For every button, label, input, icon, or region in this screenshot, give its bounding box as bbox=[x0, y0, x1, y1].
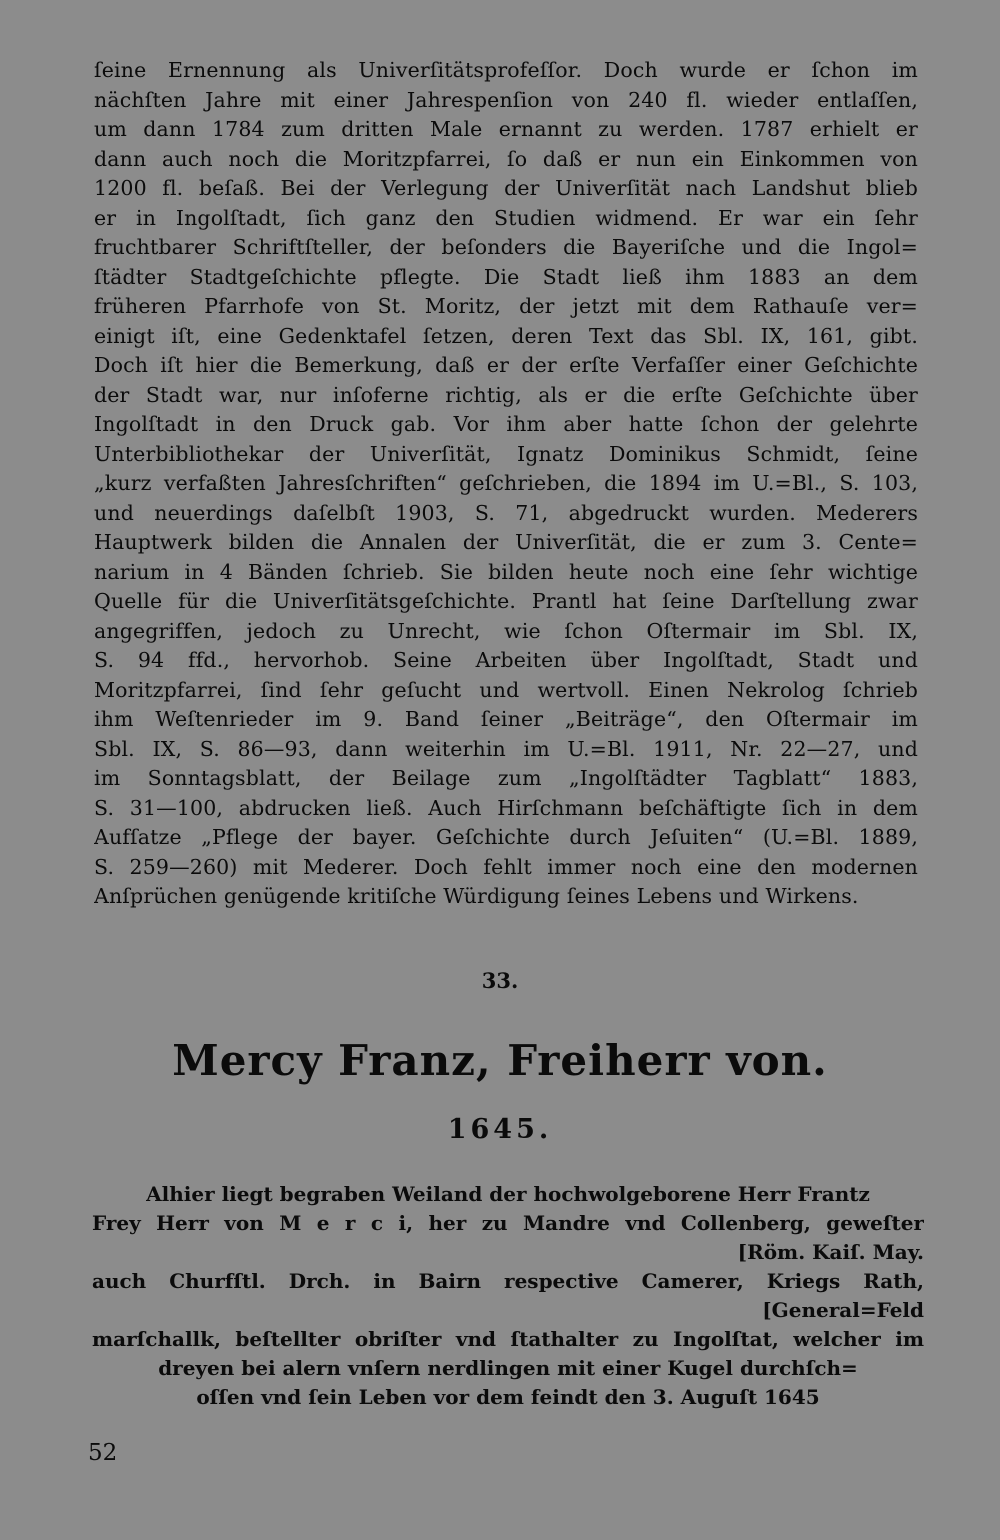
text-line: Aufſatze „Pflege der bayer. Geſchichte durch Jeſuiten“ (U.=Bl. 1889, bbox=[94, 825, 918, 849]
inscription-line: oſſen vnd ſein Leben vor dem feindt den 3. Auguſt 1645 bbox=[196, 1385, 820, 1409]
text-line: S. 94 ffd., hervorhob. Seine Arbeiten über Ingolſtadt, Stadt und bbox=[94, 648, 918, 672]
text-line: nächſten Jahre mit einer Jahrespenſion von 240 fl. wieder entlaſſen, bbox=[94, 87, 918, 112]
text-line: ſtädter Stadtgeſchichte pflegte. Die Stadt ließ ihm 1883 an dem bbox=[94, 264, 918, 289]
text-line: der Stadt war, nur inſoferne richtig, als er die erſte Geſchichte über bbox=[94, 382, 918, 407]
text-line: und neuerdings daſelbſt 1903, S. 71, abgedruckt wurden. Mederers bbox=[94, 500, 918, 525]
inscription-line: [Röm. Kaiſ. May. bbox=[737, 1240, 924, 1264]
text-line: ihm Weſtenrieder im 9. Band ſeiner „Beiträge“, den Oſtermair im bbox=[94, 707, 918, 731]
inscription-line: marſchallk, beſtellter obriſter vnd ſtathalter zu Ingolſtat, welcher im bbox=[92, 1327, 924, 1351]
text-line: im Sonntagsblatt, der Beilage zum „Ingolſtädter Tagblatt“ 1883, bbox=[94, 766, 918, 790]
text-line: S. 31—100, abdrucken ließ. Auch Hirſchmann beſchäftigte ſich in dem bbox=[94, 795, 918, 820]
text-line: Hauptwerk bilden die Annalen der Univerſität, die er zum 3. Cente= bbox=[94, 530, 918, 554]
inscription-line: auch Churfſtl. Drch. in Bairn respective Camerer, Kriegs Rath, bbox=[92, 1269, 924, 1293]
text-line: Moritzpfarrei, ſind ſehr geſucht und wertvoll. Einen Nekrolog ſchrieb bbox=[94, 677, 918, 702]
text-line: Ingolſtadt in den Druck gab. Vor ihm aber hatte ſchon der gelehrte bbox=[94, 412, 918, 436]
text-line: Unterbibliothekar der Univerſität, Ignatz Dominikus Schmidt, ſeine bbox=[94, 441, 918, 466]
text-line: S. 259—260) mit Mederer. Doch fehlt immer noch eine den modernen bbox=[94, 854, 918, 879]
section-number: 33. bbox=[481, 968, 519, 993]
inscription-line: Frey Herr von M e r c i, her zu Mandre vnd Collenberg, geweſter bbox=[92, 1211, 924, 1235]
text-line: er in Ingolſtadt, ſich ganz den Studien widmend. Er war ein ſehr bbox=[94, 205, 918, 230]
text-line: Anſprüchen genügende kritiſche Würdigung ſeines Lebens und Wirkens. bbox=[94, 884, 859, 908]
section-title: Mercy Franz, Freiherr von. bbox=[172, 1036, 828, 1085]
text-line: „kurz verfaßten Jahresſchriften“ geſchrieben, die 1894 im U.=Bl., S. 103, bbox=[94, 471, 918, 495]
text-line: dann auch noch die Moritzpfarrei, ſo daß er nun ein Einkommen von bbox=[94, 146, 918, 171]
text-line: um dann 1784 zum dritten Male ernannt zu werden. 1787 erhielt er bbox=[94, 117, 918, 141]
page-number: 52 bbox=[88, 1440, 118, 1466]
section-year: 1645. bbox=[447, 1114, 553, 1145]
text-line: einigt iſt, eine Gedenktafel ſetzen, deren Text das Sbl. IX, 161, gibt. bbox=[94, 323, 918, 348]
text-line: früheren Pfarrhofe von St. Moritz, der jetzt mit dem Rathauſe ver= bbox=[94, 294, 918, 318]
text-line: Sbl. IX, S. 86—93, dann weiterhin im U.=Bl. 1911, Nr. 22—27, und bbox=[94, 736, 918, 761]
text-line: Doch iſt hier die Bemerkung, daß er der erſte Verfaſſer einer Geſchichte bbox=[94, 353, 918, 377]
text-line: ſeine Ernennung als Univerſitätsprofeſſor. Doch wurde er ſchon im bbox=[94, 58, 918, 82]
text-line: Quelle für die Univerſitätsgeſchichte. Prantl hat ſeine Darſtellung zwar bbox=[94, 589, 918, 613]
inscription-line: [General=Feld bbox=[762, 1298, 924, 1322]
inscription-line: dreyen bei alern vnſern nerdlingen mit einer Kugel durchſch= bbox=[158, 1356, 858, 1380]
text-line: angegriffen, jedoch zu Unrecht, wie ſchon Oſtermair im Sbl. IX, bbox=[94, 618, 918, 643]
text-line: fruchtbarer Schriftſteller, der beſonders die Bayeriſche und die Ingol= bbox=[94, 235, 918, 259]
text-line: 1200 fl. beſaß. Bei der Verlegung der Univerſität nach Landshut blieb bbox=[94, 176, 918, 200]
body-text bbox=[94, 56, 918, 912]
inscription-block bbox=[92, 1180, 924, 1412]
inscription-line: Alhier liegt begraben Weiland der hochwolgeborene Herr Frantz bbox=[146, 1182, 870, 1206]
text-line: narium in 4 Bänden ſchrieb. Sie bilden heute noch eine ſehr wichtige bbox=[94, 559, 918, 584]
